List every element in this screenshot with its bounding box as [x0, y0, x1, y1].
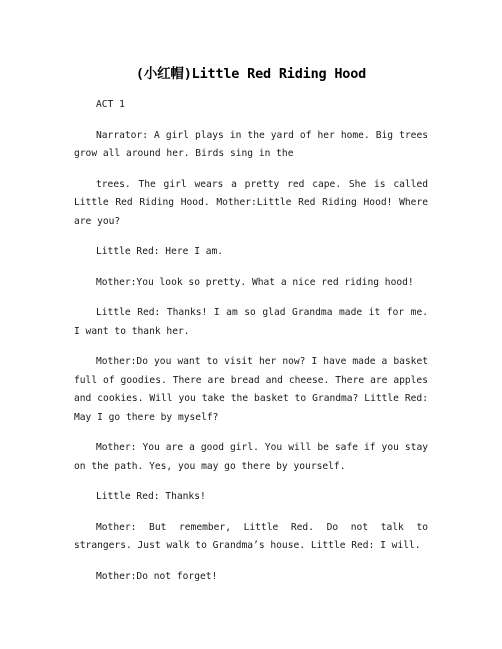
paragraph: Little Red: Thanks! I am so glad Grandma made it for me. I want to thank her.: [74, 307, 428, 337]
paragraph: trees. The girl wears a pretty red cape. She is called Little Red Riding Hood. Mother:Little Red Riding Hood! Where are you?: [74, 178, 428, 227]
paragraph: Little Red: Thanks!: [96, 491, 206, 502]
act-heading: ACT 1: [96, 99, 125, 110]
document-body: [74, 96, 428, 598]
paragraph: Little Red: Here I am.: [96, 246, 224, 257]
paragraph: Mother: You are a good girl. You will be safe if you stay on the path. Yes, you may go there by yourself.: [74, 442, 428, 472]
paragraph: Mother: But remember, Little Red. Do not talk to strangers. Just walk to Grandma’s house. Little Red: I will.: [74, 521, 428, 551]
document-title: (小红帽)Little Red Riding Hood: [135, 66, 367, 82]
paragraph: Mother:Do not forget!: [96, 570, 218, 582]
paragraph: Mother:Do you want to visit her now? I have made a basket full of goodies. There are bread and cheese. There are apples and cookies. Will you take the basket to Grandma? Little Red: May I go there by myself?: [74, 356, 428, 423]
paragraph: Mother:You look so pretty. What a nice red riding hood!: [96, 276, 414, 288]
paragraph: Narrator: A girl plays in the yard of her home. Big trees grow all around her. Birds sing in the: [74, 129, 428, 159]
